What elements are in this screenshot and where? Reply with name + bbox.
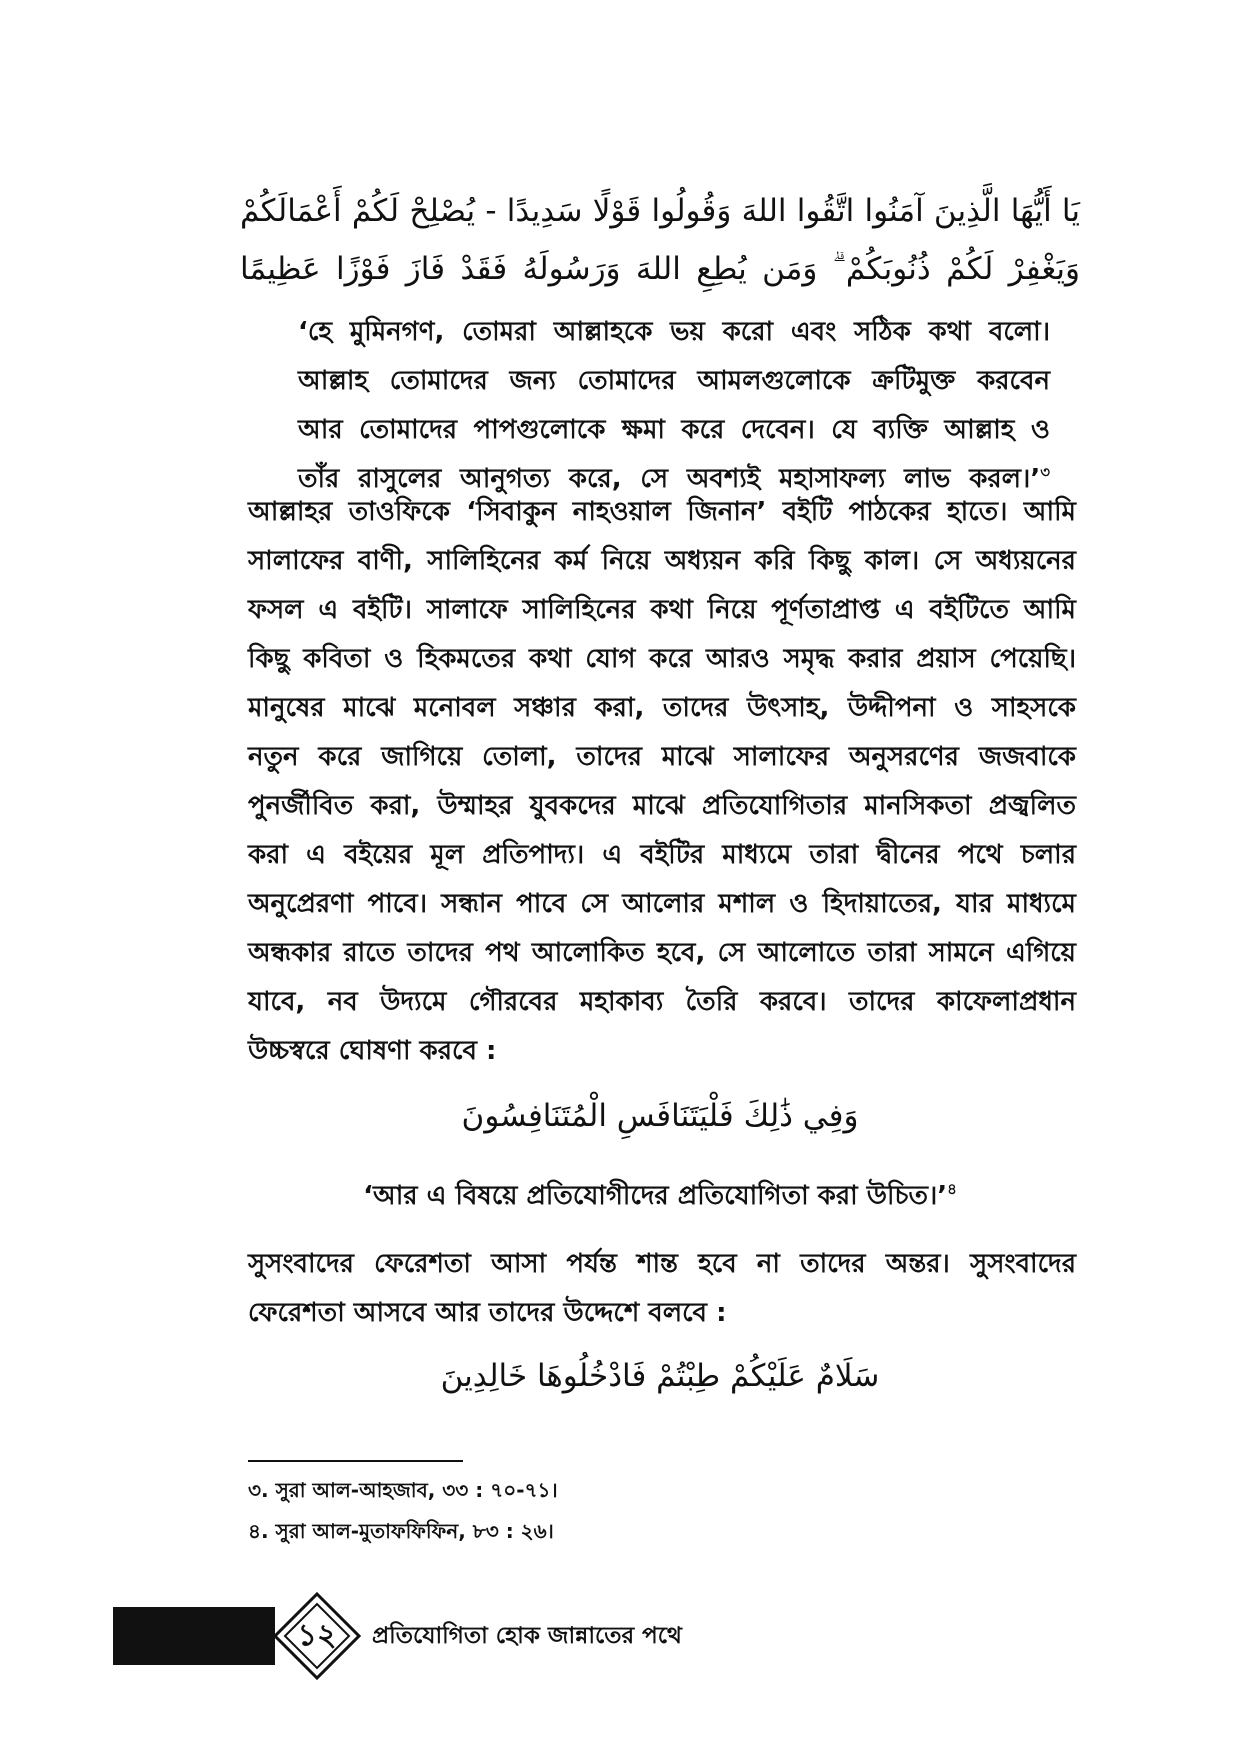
footnote-ref: ৩ bbox=[1040, 463, 1050, 481]
translation-line-text: ‘আর এ বিষয়ে প্রতিযোগীদের প্রতিযোগিতা করা উচিত।’ bbox=[363, 1181, 948, 1211]
footnote-item: ৩. সুরা আল-আহজাব, ৩৩ : ৭০-৭১। bbox=[248, 1478, 558, 1502]
running-title: প্রতিযোগিতা হোক জান্নাতের পথে bbox=[372, 1623, 682, 1649]
arabic-verse-line: يَا أَيُّهَا الَّذِينَ آمَنُوا اتَّقُوا اللهَ وَقُولُوا قَوْلًا سَدِيدًا - يُصْلِحْ لَكُمْ أَعْمَالَكُمْ bbox=[240, 193, 1080, 229]
arabic-verse-1 bbox=[240, 182, 1080, 298]
paragraph-line: সুসংবাদের ফেরেশতা আসা পর্যন্ত শান্ত হবে না তাদের অন্তর। সুসংবাদের bbox=[248, 1249, 1076, 1279]
footnote-divider bbox=[248, 1460, 463, 1462]
paragraph-line: কিছু কবিতা ও হিকমতের কথা যোগ করে আরও সমৃদ্ধ করার প্রয়াস পেয়েছি। bbox=[248, 644, 1076, 674]
body-paragraph-1 bbox=[248, 488, 1076, 1076]
paragraph-line: অন্ধকার রাতে তাদের পথ আলোকিত হবে, সে আলোতে তারা সামনে এগিয়ে bbox=[248, 938, 1076, 968]
paragraph-line: ফসল এ বইটি। সালাফে সালিহিনের কথা নিয়ে পূর্ণতাপ্রাপ্ত এ বইটিতে আমি bbox=[248, 595, 1076, 625]
paragraph-line: অনুপ্রেরণা পাবে। সন্ধান পাবে সে আলোর মশাল ও হিদায়াতের, যার মাধ্যমে bbox=[248, 889, 1076, 919]
body-paragraph-2 bbox=[248, 1240, 1076, 1338]
arabic-verse-2: وَفِي ذَٰلِكَ فَلْيَتَنَافَسِ الْمُتَنَافِسُونَ bbox=[461, 1098, 859, 1134]
arabic-verse-3: سَلَامٌ عَلَيْكُمْ طِبْتُمْ فَادْخُلُوهَا خَالِدِينَ bbox=[440, 1358, 880, 1394]
paragraph-line: সালাফের বাণী, সালিহিনের কর্ম নিয়ে অধ্যয়ন করি কিছু কাল। সে অধ্যয়নের bbox=[248, 546, 1076, 576]
paragraph-line: পুনর্জীবিত করা, উম্মাহর যুবকদের মাঝে প্রতিযোগিতার মানসিকতা প্রজ্বলিত bbox=[248, 791, 1076, 821]
verse-translation-2 bbox=[240, 1172, 1080, 1221]
verse-translation-1 bbox=[298, 308, 1050, 504]
paragraph-line: করা এ বইয়ের মূল প্রতিপাদ্য। এ বইটির মাধ্যমে তারা দ্বীনের পথে চলার bbox=[248, 840, 1076, 870]
paragraph-line: আল্লাহর তাওফিকে ‘সিবাকুন নাহওয়াল জিনান’ বইটি পাঠকের হাতে। আমি bbox=[248, 497, 1076, 527]
paragraph-line: উচ্চস্বরে ঘোষণা করবে : bbox=[248, 1036, 497, 1066]
paragraph-line: নতুন করে জাগিয়ে তোলা, তাদের মাঝে সালাফের অনুসরণের জজবাকে bbox=[248, 742, 1076, 772]
footnotes bbox=[248, 1470, 558, 1552]
translation-line: আর তোমাদের পাপগুলোকে ক্ষমা করে দেবেন। যে ব্যক্তি আল্লাহ ও bbox=[298, 415, 1050, 445]
arabic-verse-line: وَيَغْفِرْ لَكُمْ ذُنُوبَكُمْ ۗ وَمَن يُطِعِ اللهَ وَرَسُولَهُ فَقَدْ فَازَ فَوْزًا عَظِيمًا bbox=[240, 251, 1080, 287]
page-number: ১২ bbox=[297, 1618, 337, 1653]
translation-line-text: তাঁর রাসুলের আনুগত্য করে, সে অবশ্যই মহাসাফল্য লাভ করল।’ bbox=[298, 464, 1041, 494]
paragraph-line: ফেরেশতা আসবে আর তাদের উদ্দেশে বলবে : bbox=[248, 1298, 727, 1328]
paragraph-line: যাবে, নব উদ্যমে গৌরবের মহাকাব্য তৈরি করবে। তাদের কাফেলাপ্রধান bbox=[248, 987, 1076, 1017]
translation-line: ‘হে মুমিনগণ, তোমরা আল্লাহকে ভয় করো এবং সঠিক কথা বলো। bbox=[298, 317, 1050, 347]
footnote-ref: ৪ bbox=[947, 1180, 957, 1198]
footer-bar bbox=[113, 1607, 275, 1665]
paragraph-line: মানুষের মাঝে মনোবল সঞ্চার করা, তাদের উৎসাহ, উদ্দীপনা ও সাহসকে bbox=[248, 693, 1076, 723]
translation-line: আল্লাহ তোমাদের জন্য তোমাদের আমলগুলোকে ক্রটিমুক্ত করবেন bbox=[298, 366, 1050, 396]
footnote-item: ৪. সুরা আল-মুতাফফিফিন, ৮৩ : ২৬। bbox=[248, 1519, 554, 1543]
